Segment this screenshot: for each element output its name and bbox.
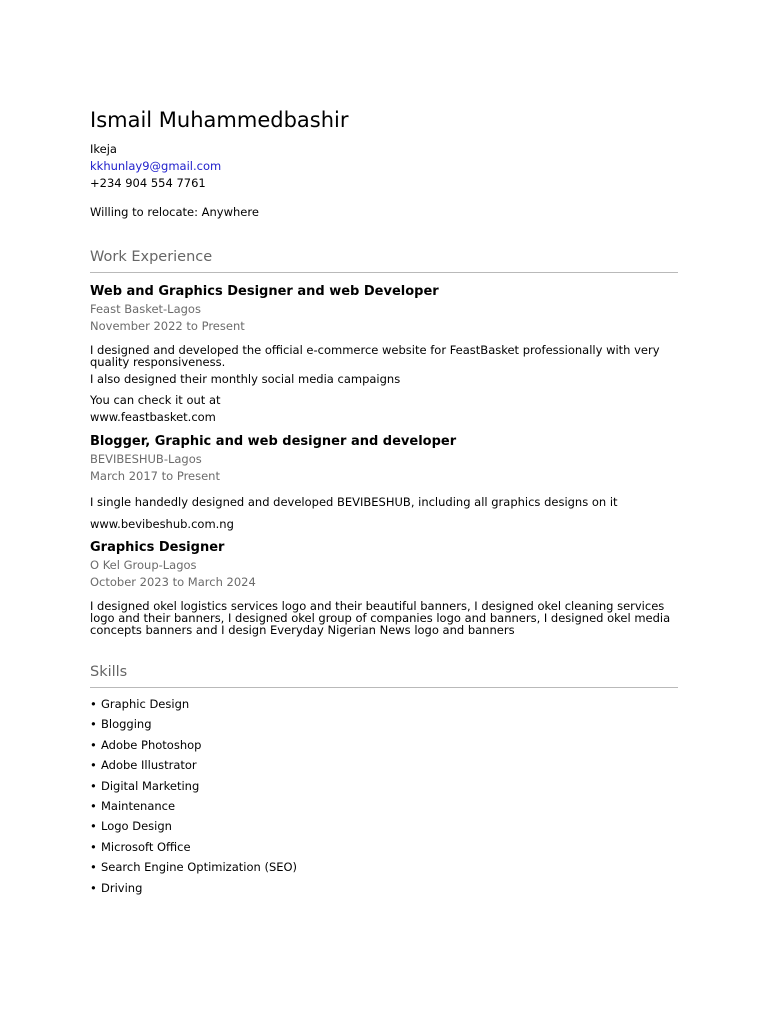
skill-label: Adobe Illustrator xyxy=(101,758,197,773)
skill-label: Graphic Design xyxy=(101,697,190,711)
bullet-icon: • xyxy=(90,880,97,895)
list-item xyxy=(90,696,678,713)
job-title: Web and Graphics Designer and web Developer xyxy=(90,284,439,299)
list-item xyxy=(90,716,678,733)
skill-label: Blogging xyxy=(101,717,152,732)
job-website: www.bevibeshub.com.ng xyxy=(90,517,234,531)
bullet-icon: • xyxy=(90,758,97,773)
bullet-icon: • xyxy=(90,819,97,834)
job-company: BEVIBESHUB-Lagos xyxy=(90,452,202,466)
list-item xyxy=(90,818,678,835)
list-item xyxy=(90,839,678,856)
location: Ikeja xyxy=(90,142,117,156)
relocation-note: Willing to relocate: Anywhere xyxy=(90,205,259,219)
skills-heading: Skills xyxy=(90,662,678,688)
job-entry xyxy=(90,539,678,636)
bullet-icon: • xyxy=(90,860,97,875)
work-experience-heading: Work Experience xyxy=(90,247,678,273)
job-company: Feast Basket-Lagos xyxy=(90,302,201,316)
job-description-extra: I also designed their monthly social media campaigns xyxy=(90,372,401,386)
skills-list xyxy=(90,696,678,897)
bullet-icon: • xyxy=(90,798,97,813)
job-description: I designed okel logistics services logo and their beautiful banners, I designed okel cleaning services logo and their banners, I designed okel group of companies logo and banners, I designed okel media concepts banners and I design Everyday Nigerian News logo and banners xyxy=(90,599,671,637)
bullet-icon: • xyxy=(90,839,97,854)
job-dates: October 2023 to March 2024 xyxy=(90,575,256,589)
list-item xyxy=(90,757,678,774)
skill-label: Logo Design xyxy=(101,819,172,834)
job-check-text: You can check it out at xyxy=(90,393,221,407)
list-item xyxy=(90,798,678,815)
bullet-icon: • xyxy=(90,717,97,732)
job-dates: November 2022 to Present xyxy=(90,319,245,333)
bullet-icon: • xyxy=(90,737,97,752)
bullet-icon: • xyxy=(90,778,97,793)
job-dates: March 2017 to Present xyxy=(90,469,220,483)
skill-label: Adobe Photoshop xyxy=(101,737,202,752)
list-item xyxy=(90,778,678,795)
job-title: Blogger, Graphic and web designer and developer xyxy=(90,434,457,449)
list-item xyxy=(90,859,678,876)
bullet-icon: • xyxy=(90,697,97,711)
list-item xyxy=(90,880,678,897)
job-company: O Kel Group-Lagos xyxy=(90,558,197,572)
job-entry xyxy=(90,283,678,426)
job-description: I single handedly designed and developed BEVIBESHUB, including all graphics designs on it xyxy=(90,495,618,509)
email-link[interactable]: kkhunlay9@gmail.com xyxy=(90,159,222,173)
job-description: I designed and developed the official e-commerce website for FeastBasket professionally with very quality responsiveness. xyxy=(90,343,660,369)
list-item xyxy=(90,737,678,754)
skill-label: Digital Marketing xyxy=(101,778,200,793)
skill-label: Driving xyxy=(101,880,143,895)
job-title: Graphics Designer xyxy=(90,540,225,555)
job-website: www.feastbasket.com xyxy=(90,410,216,424)
phone-number: +234 904 554 7761 xyxy=(90,176,206,190)
candidate-name: Ismail Muhammedbashir xyxy=(90,108,349,132)
resume-content xyxy=(90,106,678,900)
skill-label: Search Engine Optimization (SEO) xyxy=(101,860,298,875)
skill-label: Microsoft Office xyxy=(101,839,191,854)
skill-label: Maintenance xyxy=(101,798,176,813)
job-entry xyxy=(90,433,678,533)
